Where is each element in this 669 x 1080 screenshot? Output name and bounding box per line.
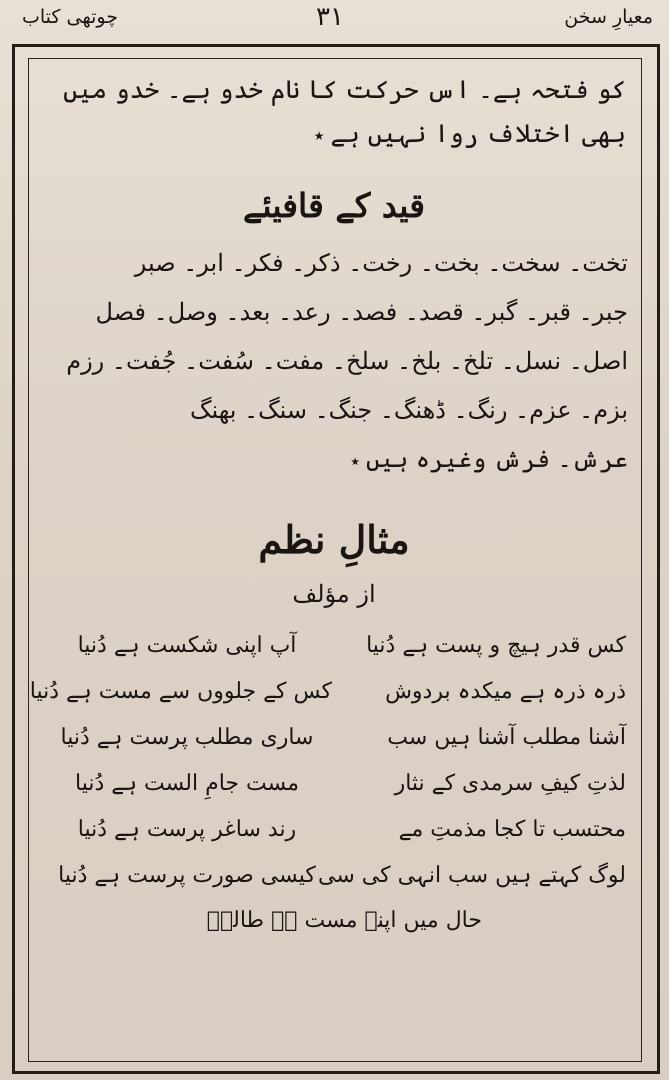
couplet bbox=[36, 852, 632, 898]
page-header bbox=[0, 0, 669, 46]
poem-author: از مؤلف bbox=[292, 580, 376, 608]
page-number: ۳۱ bbox=[316, 2, 344, 32]
misra-first: آشنا مطلب آشنا ہیں سب bbox=[387, 724, 626, 750]
misra-first: لذتِ کیفِ سرمدی کے نثار bbox=[394, 770, 626, 796]
couplet bbox=[36, 714, 632, 760]
poem-title: مثالِ نظم bbox=[258, 517, 410, 562]
volume-title: چوتھی کتاب bbox=[22, 6, 118, 28]
misra-second: مست جامِ الست ہے دُنیا bbox=[75, 770, 299, 796]
couplet bbox=[36, 622, 632, 668]
end-mark: ٭ bbox=[350, 451, 361, 472]
misra-second: کیسی صورت پرست ہے دُنیا bbox=[58, 862, 316, 888]
qafiya-line: اصل۔ نسل۔ تلخ۔ بلخ۔ سلخ۔ مفت۔ سُفت۔ جُفت۔ رزم bbox=[66, 347, 628, 375]
misra-second: آپ اپنی شکست ہے دُنیا bbox=[77, 632, 297, 658]
intro-text: کو فتحہ ہے۔ اس حرکت کا نام خدو ہے۔ خدو میں بھی اختلاف روا نہیں ہے bbox=[63, 75, 626, 148]
end-mark: ٭ bbox=[313, 123, 325, 147]
poem-last-line: حال میں اپنے مست ہے طالبؔ bbox=[206, 908, 482, 933]
section-heading-qafiya: قید کے قافیئے bbox=[243, 186, 425, 225]
poem bbox=[29, 622, 632, 944]
misra-first: محتسب تا کجا مذمتِ مے bbox=[398, 816, 626, 842]
misra-second: کس کے جلووں سے مست ہے دُنیا bbox=[29, 678, 332, 704]
qafiya-line: بزم۔ عزم۔ رنگ۔ ڈھنگ۔ جنگ۔ سنگ۔ بھنگ bbox=[189, 396, 628, 424]
qafiya-line: جبر۔ قبر۔ گبر۔ قصد۔ فصد۔ رعد۔ بعد۔ وصل۔ فصل bbox=[95, 298, 628, 326]
misra-second: رند ساغر پرست ہے دُنیا bbox=[77, 816, 297, 842]
page-content bbox=[29, 68, 632, 1058]
misra-first: ذرہ ذرہ ہے میکدہ بردوش bbox=[385, 678, 626, 704]
qafiya-line: تخت۔ سخت۔ بخت۔ رخت۔ ذکر۔ فکر۔ ابر۔ صبر bbox=[134, 249, 628, 277]
couplet bbox=[29, 668, 632, 714]
qafiya-last-text: عرش۔ فرش وغیرہ ہیں bbox=[366, 445, 628, 473]
book-title: معیارِ سخن bbox=[564, 6, 653, 28]
misra-first: لوگ کہتے ہیں سب انہی کی سی bbox=[318, 862, 626, 888]
misra-second: ساری مطلب پرست ہے دُنیا bbox=[60, 724, 314, 750]
couplet bbox=[36, 806, 632, 852]
misra-first: کس قدر ہیچ و پست ہے دُنیا bbox=[366, 632, 626, 658]
qafiya-line-last bbox=[36, 435, 632, 486]
couplet bbox=[36, 760, 632, 806]
intro-paragraph bbox=[36, 68, 632, 157]
